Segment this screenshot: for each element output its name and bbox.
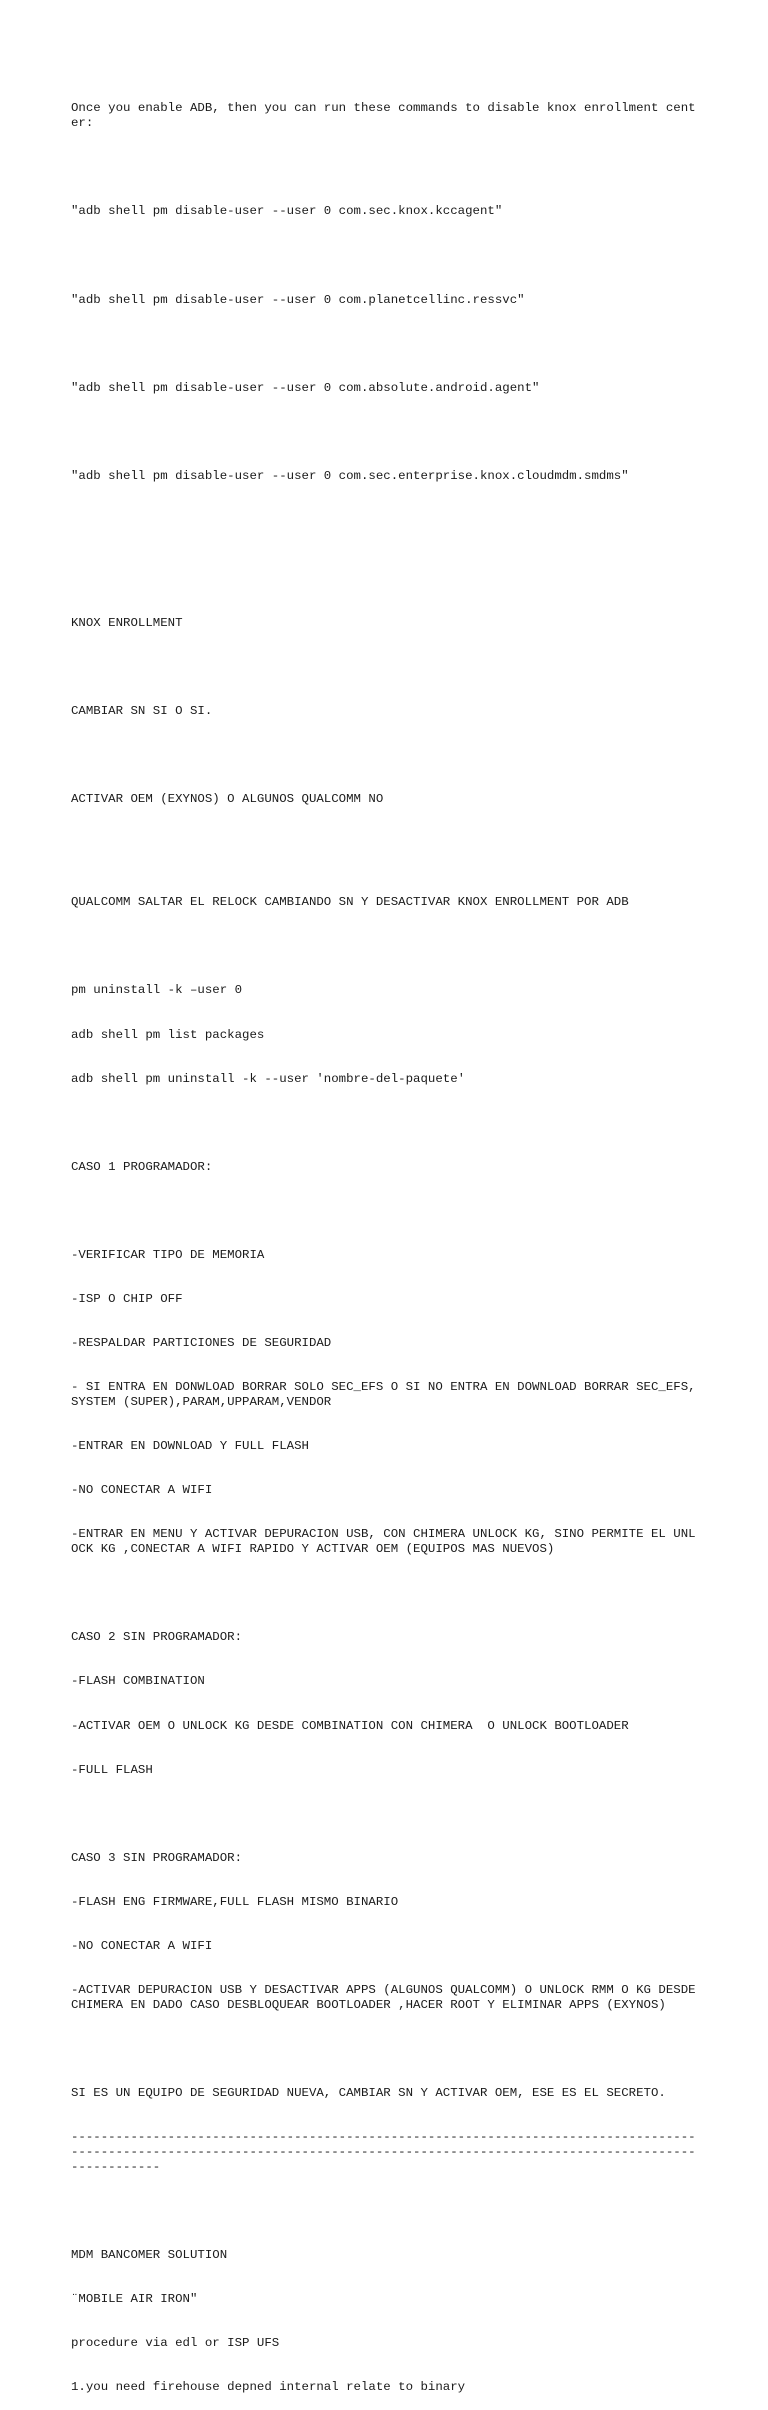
activar-oem-text: ACTIVAR OEM (EXYNOS) O ALGUNOS QUALCOMM NO	[71, 792, 384, 807]
caso2-heading: CASO 2 SIN PROGRAMADOR:	[71, 1630, 243, 1645]
intro-text: Once you enable ADB, then you can run these commands to disable knox enrollment center:	[71, 101, 696, 131]
caso2-item: -ACTIVAR OEM O UNLOCK KG DESDE COMBINATION CON CHIMERA O UNLOCK BOOTLOADER	[71, 1718, 629, 1733]
caso3-item: -ACTIVAR DEPURACION USB Y DESACTIVAR APPS (ALGUNOS QUALCOMM) O UNLOCK RMM O KG DESDE CHIMERA EN DADO CASO DESBLOQUEAR BOOTLOADER ,HACER ROOT Y ELIMINAR APPS (EXYNOS)	[71, 1983, 704, 2012]
knox-enrollment-heading: KNOX ENROLLMENT	[71, 615, 183, 630]
step-1-text: 1.you need firehouse depned internal relate to binary	[71, 2380, 466, 2395]
secreto-text: SI ES UN EQUIPO DE SEGURIDAD NUEVA, CAMBIAR SN Y ACTIVAR OEM, ESE ES EL SECRETO.	[71, 2086, 666, 2101]
caso1-item: -NO CONECTAR A WIFI	[71, 1483, 213, 1498]
cambiar-sn-text: CAMBIAR SN SI O SI.	[71, 704, 213, 719]
caso1-item: - SI ENTRA EN DONWLOAD BORRAR SOLO SEC_EFS O SI NO ENTRA EN DOWNLOAD BORRAR SEC_EFS, SYSTEM (SUPER),PARAM,UPPARAM,VENDOR	[71, 1380, 704, 1410]
adb-command-cloudmdm: "adb shell pm disable-user --user 0 com.sec.enterprise.knox.cloudmdm.smdms"	[71, 468, 629, 483]
adb-uninstall-command: adb shell pm uninstall -k --user 'nombre-del-paquete'	[71, 1071, 466, 1086]
adb-command-ressvc: "adb shell pm disable-user --user 0 com.planetcellinc.ressvc"	[71, 292, 525, 307]
caso2-item: -FULL FLASH	[71, 1762, 153, 1777]
caso1-item: -VERIFICAR TIPO DE MEMORIA	[71, 1248, 265, 1263]
qualcomm-saltar-text: QUALCOMM SALTAR EL RELOCK CAMBIANDO SN Y DESACTIVAR KNOX ENROLLMENT POR ADB	[71, 895, 629, 910]
caso1-item: -ISP O CHIP OFF	[71, 1292, 183, 1307]
caso1-heading: CASO 1 PROGRAMADOR:	[71, 1159, 213, 1174]
caso3-item: -FLASH ENG FIRMWARE,FULL FLASH MISMO BINARIO	[71, 1894, 399, 1909]
adb-command-absolute-agent: "adb shell pm disable-user --user 0 com.absolute.android.agent"	[71, 380, 540, 395]
mobile-air-iron-text: ¨MOBILE AIR IRON"	[71, 2291, 198, 2306]
caso2-item: -FLASH COMBINATION	[71, 1674, 205, 1689]
pm-uninstall-command: pm uninstall -k –user 0	[71, 983, 243, 998]
adb-list-packages-command: adb shell pm list packages	[71, 1027, 265, 1042]
caso1-item: -ENTRAR EN DOWNLOAD Y FULL FLASH	[71, 1439, 309, 1454]
caso1-item: -ENTRAR EN MENU Y ACTIVAR DEPURACION USB, CON CHIMERA UNLOCK KG, SINO PERMITE EL UNLOCK KG ,CONECTAR A WIFI RAPIDO Y ACTIVAR OEM (EQUIPOS MAS NUEVOS)	[71, 1527, 696, 1557]
adb-command-kccagent: "adb shell pm disable-user --user 0 com.sec.knox.kccagent"	[71, 204, 503, 219]
caso3-item: -NO CONECTAR A WIFI	[71, 1939, 213, 1954]
procedure-text: procedure via edl or ISP UFS	[71, 2336, 280, 2351]
caso1-item: -RESPALDAR PARTICIONES DE SEGURIDAD	[71, 1336, 332, 1351]
dashed-divider: ------------------------------------------------------------------------------------------------------------------------------------------------------------------------------------	[71, 2130, 696, 2174]
mdm-bancomer-heading: MDM BANCOMER SOLUTION	[71, 2247, 228, 2262]
document-page	[71, 72, 704, 2410]
caso3-heading: CASO 3 SIN PROGRAMADOR:	[71, 1850, 243, 1865]
